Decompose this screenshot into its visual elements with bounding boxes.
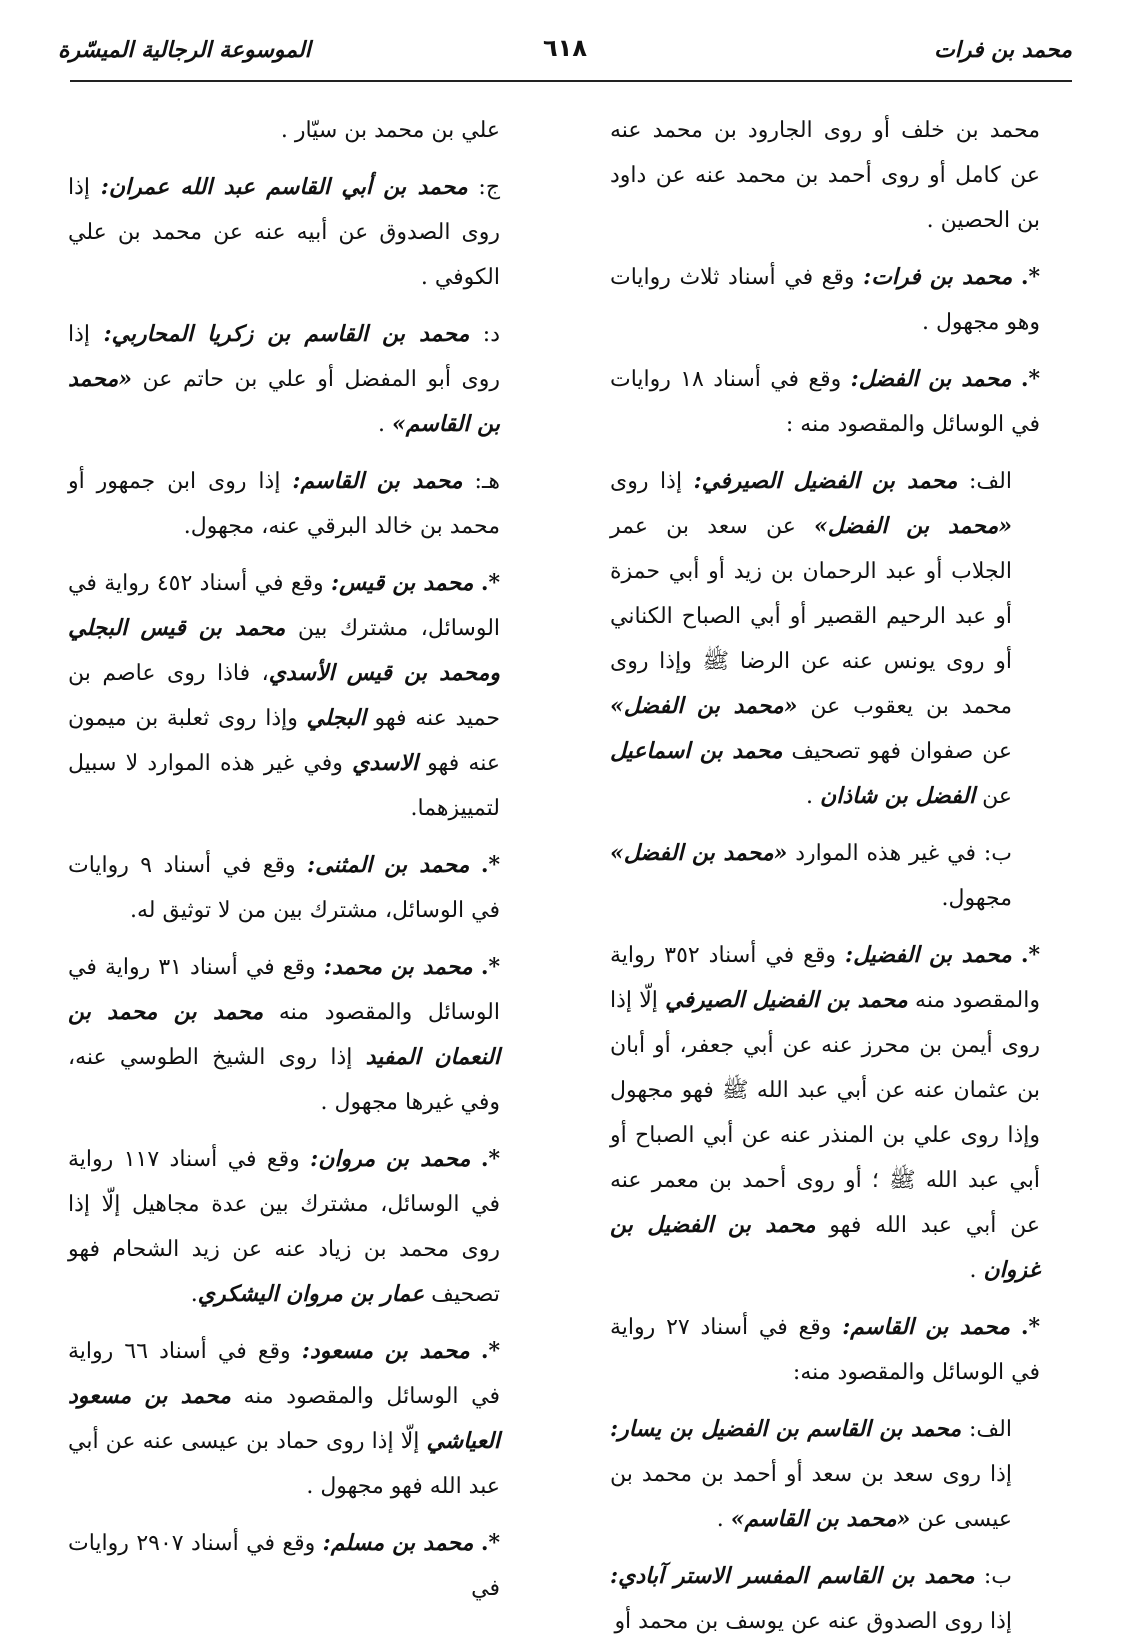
entry-term: محمد بن المثنى: — [306, 852, 470, 878]
page-number: ٦١٨ — [543, 34, 587, 62]
header-rule — [70, 80, 1072, 82]
entry-muhammad-bin-muhammad: *. محمد بن محمد: وقع في أسناد ٣١ رواية في الوسائل والمقصود منه محمد بن محمد بن النعمان المفيد إذا روى الشيخ الطوسي عنه، وفي غيرها مجهول . — [68, 954, 500, 1115]
entry-term: محمد بن الفضل: — [850, 366, 1012, 392]
sub-term: محمد بن القاسم المفسر الاستر آبادي: — [610, 1563, 975, 1589]
sub-label: ب: — [974, 1564, 1012, 1589]
entry-term: محمد بن مسعود: — [301, 1338, 470, 1364]
sub-entry-ha: هـ: محمد بن القاسم: إذا روى ابن جمهور أو محمد بن خالد البرقي عنه، مجهول. — [68, 468, 500, 539]
sub-entry-alif: الف: محمد بن الفضيل الصيرفي: إذا روى «محمد بن الفضل» عن سعد بن عمر الجلاب أو عبد الرحمان بن زيد أو أبي حمزة أو عبد الرحيم القصير أو أبي الصباح الكناني أو روى يونس عنه عن الرضا ﷺ وإذا روى محمد بن يعقوب عن «محمد بن الفضل» عن صفوان فهو تصحيف محمد بن اسماعيل عن الفضل بن شاذان . — [610, 468, 1012, 809]
running-header — [58, 32, 1072, 72]
sub-label: الف: — [957, 469, 1012, 494]
sub-entry-alif: الف: محمد بن القاسم بن الفضيل بن يسار: إذا روى سعد بن سعد أو أحمد بن محمد بن عيسى عن «محمد بن القاسم» . — [610, 1416, 1012, 1532]
entry-marker: *. — [480, 570, 500, 596]
entry-marker: *. — [480, 852, 500, 878]
sub-term: محمد بن الفضيل الصيرفي: — [693, 468, 958, 494]
sub-label: ج: — [467, 175, 501, 200]
entry-marker: *. — [1020, 1314, 1040, 1340]
entry-marker: *. — [480, 1530, 500, 1556]
sub-term: محمد بن القاسم بن زكريا المحاربي: — [103, 321, 470, 347]
entry-term: محمد بن مسلم: — [322, 1530, 474, 1556]
entry-muhammad-bin-muslim: *. محمد بن مسلم: وقع في أسناد ٢٩٠٧ روايات في — [68, 1530, 500, 1601]
entry-marker: *. — [480, 1338, 500, 1364]
entry-muhammad-bin-al-qasim: *. محمد بن القاسم: وقع في أسناد ٢٧ رواية في الوسائل والمقصود منه: — [610, 1314, 1040, 1385]
entry-muhammad-bin-al-muthanna: *. محمد بن المثنى: وقع في أسناد ٩ روايات في الوسائل، مشترك بين من لا توثيق له. — [68, 852, 500, 923]
entry-muhammad-bin-qays: *. محمد بن قيس: وقع في أسناد ٤٥٢ رواية في الوسائل، مشترك بين محمد بن قيس البجلي ومحمد بن قيس الأسدي، فاذا روى عاصم بن حميد عنه فهو البجلي وإذا روى ثعلبة بن ميمون عنه فهو الاسدي وفي غير هذه الموارد لا سبيل لتمييزهما. — [68, 570, 501, 821]
sub-label: ب: — [976, 841, 1013, 866]
entry-marker: *. — [1020, 264, 1041, 290]
sub-term: محمد بن القاسم بن الفضيل بن يسار: — [610, 1416, 962, 1442]
header-entry-title: محمد بن فرات — [934, 38, 1072, 63]
sub-term: محمد بن أبي القاسم عبد الله عمران: — [100, 174, 468, 200]
entry-marker: *. — [1020, 942, 1040, 968]
sub-entry-ba: ب: محمد بن القاسم المفسر الاستر آبادي: إذا روى الصدوق عنه عن يوسف بن محمد أو — [610, 1563, 1012, 1634]
entry-muhammad-bin-al-fadl: *. محمد بن الفضل: وقع في أسناد ١٨ روايات في الوسائل والمقصود منه : — [610, 366, 1040, 437]
entry-term: محمد بن محمد: — [323, 954, 473, 980]
entry-marker: *. — [480, 1146, 500, 1172]
entry-marker: *. — [1020, 366, 1040, 392]
entry-muhammad-bin-furat: *. محمد بن فرات: وقع في أسناد ثلاث روايات وهو مجهول . — [610, 264, 1041, 335]
right-column — [610, 108, 1041, 1634]
sub-label: د: — [469, 322, 500, 347]
entry-term: محمد بن الفضيل: — [844, 942, 1012, 968]
entry-muhammad-bin-al-fudayl: *. محمد بن الفضيل: وقع في أسناد ٣٥٢ رواية والمقصود منه محمد بن الفضيل الصيرفي إلّا إذا روى أيمن بن محرز عنه عن أبي جعفر، أو أبان بن عثمان عنه عن أبي عبد الله ﷺ فهو مجهول وإذا روى علي بن المنذر عنه عن أبي الصباح أو أبي عبد الله ﷺ ؛ أو روى أحمد بن معمر عنه عن أبي عبد الله فهو محمد بن الفضيل بن غزوان . — [610, 942, 1040, 1283]
sub-label: هـ: — [462, 469, 500, 494]
paragraph: محمد بن خلف أو روى الجارود بن محمد عنه عن كامل أو روى أحمد بن محمد عنه عن داود بن الحصين . — [610, 118, 1040, 233]
entry-term: محمد بن قيس: — [331, 570, 474, 596]
entry-muhammad-bin-masud: *. محمد بن مسعود: وقع في أسناد ٦٦ رواية في الوسائل والمقصود منه محمد بن مسعود العياشي إلّا إذا روى حماد بن عيسى عنه عن أبي عبد الله فهو مجهول . — [68, 1338, 500, 1499]
entry-muhammad-bin-marwan: *. محمد بن مروان: وقع في أسناد ١١٧ رواية في الوسائل، مشترك بين عدة مجاهيل إلّا إذا روى محمد بن زياد عنه عن زيد الشحام فهو تصحيف عمار بن مروان اليشكري. — [68, 1146, 500, 1307]
entry-marker: *. — [480, 954, 500, 980]
sub-entry-jim: ج: محمد بن أبي القاسم عبد الله عمران: إذا روى الصدوق عن أبيه عنه عن محمد بن علي الكوفي . — [68, 174, 501, 290]
sub-term: محمد بن القاسم: — [292, 468, 463, 494]
entry-term: محمد بن مروان: — [310, 1146, 471, 1172]
entry-term: محمد بن فرات: — [863, 264, 1013, 290]
entry-term: محمد بن القاسم: — [842, 1314, 1011, 1340]
paragraph: علي بن محمد بن سيّار . — [280, 118, 500, 143]
sub-entry-ba: ب: في غير هذه الموارد «محمد بن الفضل» مجهول. — [610, 840, 1013, 911]
header-book-title: الموسوعة الرجالية الميسّرة — [58, 38, 311, 63]
sub-label: الف: — [961, 1417, 1012, 1442]
sub-entry-dal: د: محمد بن القاسم بن زكريا المحاربي: إذا روى أبو المفضل أو علي بن حاتم عن «محمد بن القاسم» . — [68, 321, 500, 437]
left-column — [68, 108, 501, 1601]
